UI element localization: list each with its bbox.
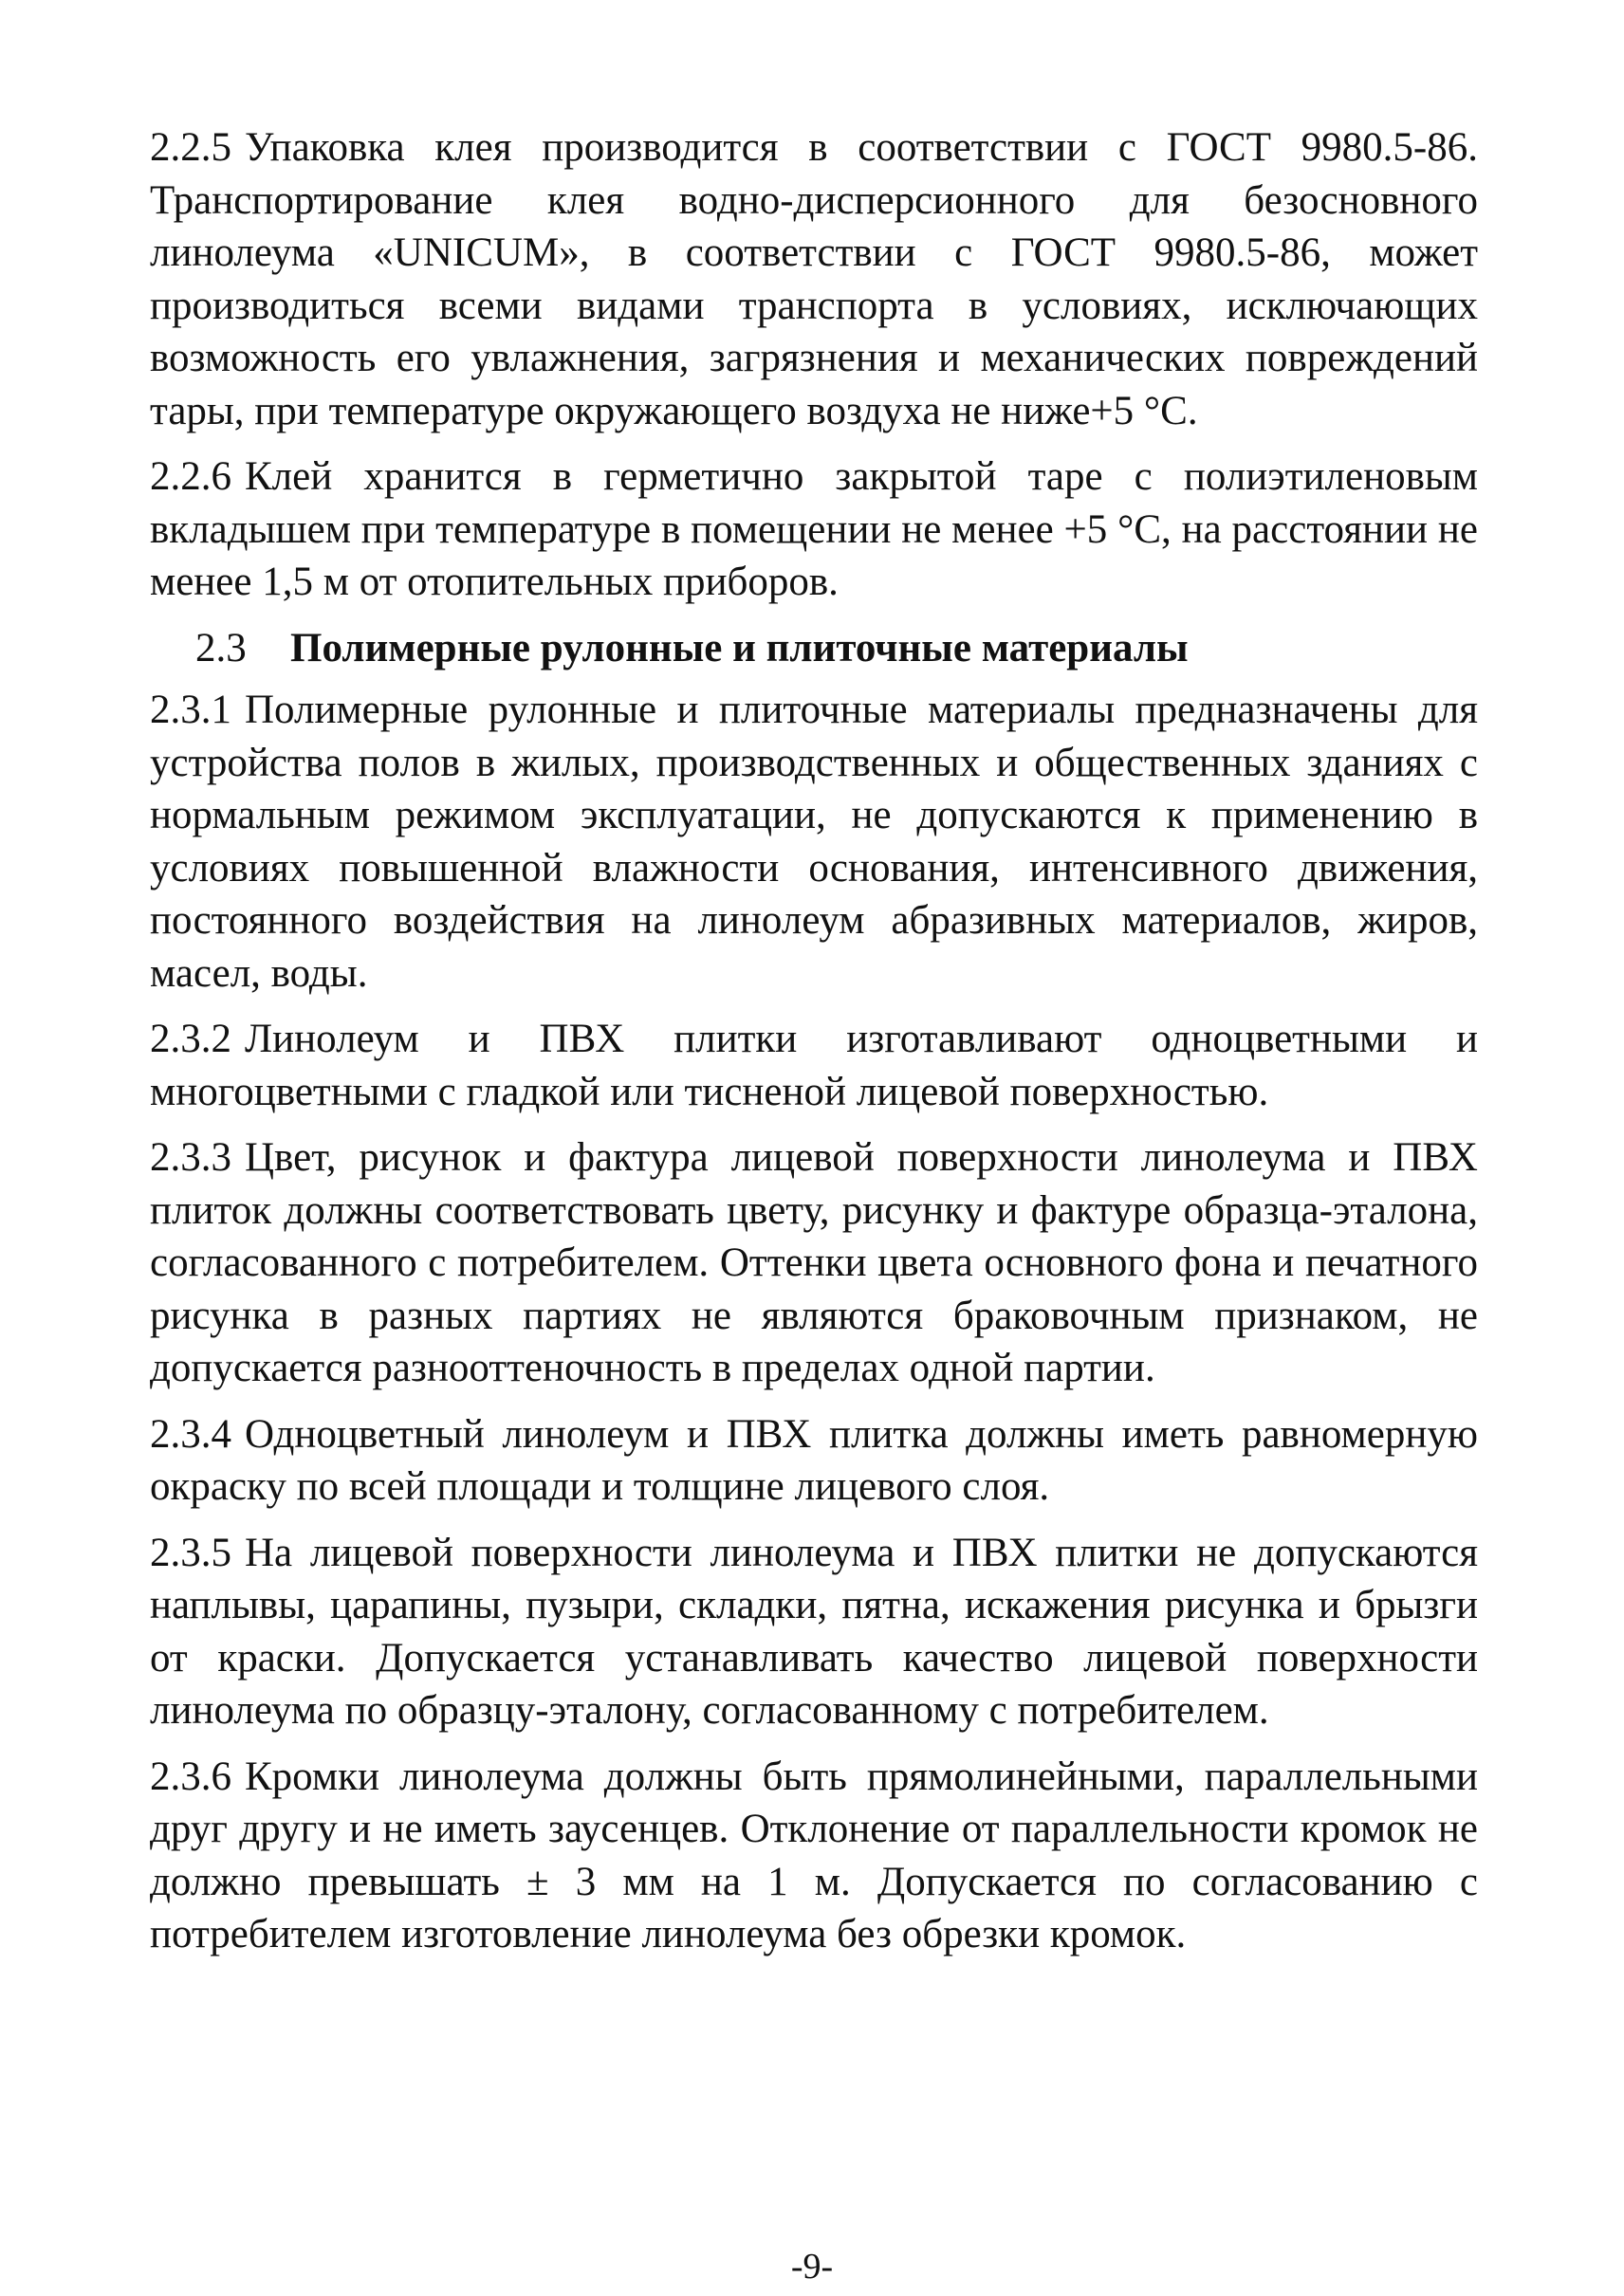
paragraph-2-3-1 — [150, 684, 1478, 1000]
paragraph-2-3-5 — [150, 1527, 1478, 1737]
paragraph-text: Одноцветный линолеум и ПВХ плитка должны иметь равномерную окраску по всей площади и толщине лицевого слоя. — [150, 1411, 1478, 1509]
paragraph-2-2-5 — [150, 121, 1478, 437]
paragraph-text: Цвет, рисунок и фактура лицевой поверхности линолеума и ПВХ плиток должны соответствовать цвету, рисунку и фактуре образца-эталона, согласованного с потребителем. Оттенки цвета основного фона и печатного рисунка в разных партиях не являются браковочным признаком, не допускается разнооттеночность в пределах одной партии. — [150, 1135, 1478, 1390]
paragraph-text: Кромки линолеума должны быть прямолинейными, параллельными друг другу и не иметь заусенцев. Отклонение от параллельности кромок не должно превышать ± 3 мм на 1 м. Допускается по согласованию с потребителем изготовление линолеума без обрезки кромок. — [150, 1754, 1478, 1956]
paragraph-text: Полимерные рулонные и плиточные материалы предназначены для устройства полов в жилых, производственных и общественных зданиях с нормальным режимом эксплуатации, не допускаются к применению в условиях повышенной влажности основания, интенсивного движения, постоянного воздействия на линолеум абразивных материалов, жиров, масел, воды. — [150, 688, 1478, 996]
paragraph-number: 2.3.2 — [150, 1017, 231, 1061]
paragraph-2-3-3 — [150, 1131, 1478, 1395]
paragraph-text: На лицевой поверхности линолеума и ПВХ плитки не допускаются наплывы, царапины, пузыри, складки, пятна, искажения рисунка и брызги от краски. Допускается устанавливать качество лицевой поверхности линолеума по образцу-эталону, согласованному с потребителем. — [150, 1530, 1478, 1733]
section-heading — [150, 622, 1478, 675]
paragraph-number: 2.3.4 — [150, 1411, 231, 1457]
paragraph-text: Упаковка клея производится в соответствии с ГОСТ 9980.5-86. Транспортирование клея водно-дисперсионного для безосновного линолеума «UNICUM», в соответствии с ГОСТ 9980.5-86, может производиться всеми видами транспорта в условиях, исключающих возможность его увлажнения, загрязнения и механических повреждений тары, при температуре окружающего воздуха не ниже+5 °С. — [150, 125, 1478, 433]
paragraph-2-3-2 — [150, 1013, 1478, 1118]
paragraph-number: 2.3.6 — [150, 1754, 231, 1799]
paragraph-number: 2.3.1 — [150, 688, 231, 732]
paragraph-number: 2.3.3 — [150, 1135, 231, 1180]
paragraph-number: 2.2.5 — [150, 125, 231, 170]
paragraph-2-2-6 — [150, 450, 1478, 609]
page-number: -9- — [790, 2247, 834, 2287]
paragraph-text: Клей хранится в герметично закрытой таре с полиэтиленовым вкладышем при температуре в помещении не менее +5 °С, на расстоянии не менее 1,5 м от отопительных приборов. — [150, 454, 1478, 604]
paragraph-number: 2.2.6 — [150, 454, 231, 499]
paragraph-number: 2.3.5 — [150, 1530, 231, 1575]
paragraph-text: Линолеум и ПВХ плитки изготавливают одноцветными и многоцветными с гладкой или тисненой лицевой поверхностью. — [150, 1017, 1478, 1114]
paragraph-2-3-6 — [150, 1751, 1478, 1961]
section-title: Полимерные рулонные и плиточные материалы — [290, 625, 1189, 670]
document-page — [150, 121, 1478, 1975]
section-number: 2.3 — [195, 625, 247, 670]
paragraph-2-3-4 — [150, 1408, 1478, 1514]
